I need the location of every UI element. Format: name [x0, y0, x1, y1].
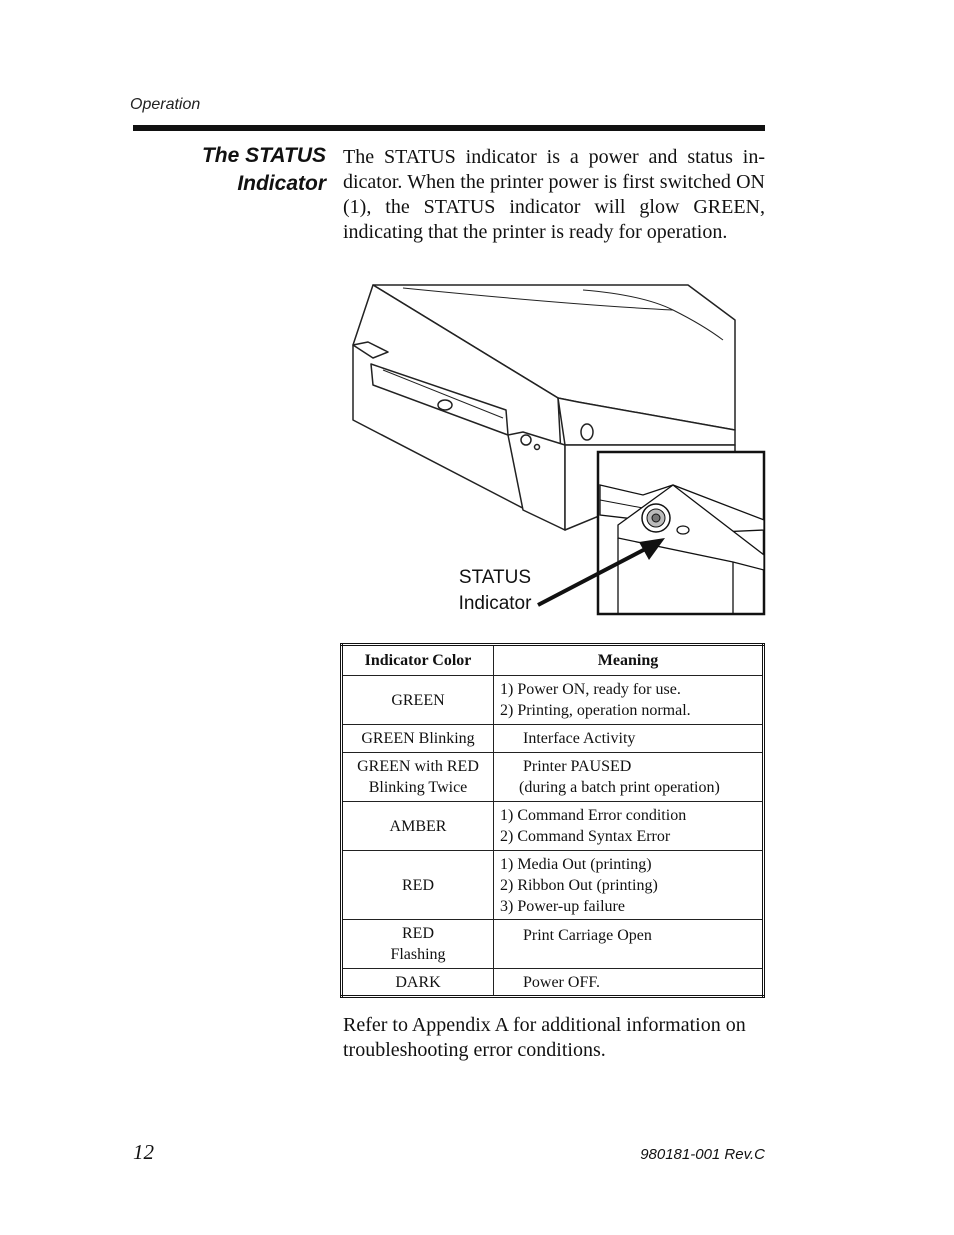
- meaning-line: (during a batch print operation): [519, 779, 720, 796]
- meaning-line: 1) Media Out (printing): [500, 855, 652, 873]
- table-row: [342, 725, 764, 753]
- color-text: AMBER: [389, 817, 447, 835]
- document-id: 980181-001 Rev.C: [640, 1146, 765, 1163]
- color-text: RED: [402, 876, 434, 894]
- row-color: [342, 969, 494, 997]
- row-meaning: [494, 725, 764, 753]
- heading-line-1: The STATUS: [201, 144, 326, 167]
- status-indicator-callout: [440, 565, 550, 617]
- color-text: GREEN with RED: [357, 758, 479, 775]
- row-color: [342, 802, 494, 851]
- status-table: [340, 643, 765, 998]
- callout-line-1: STATUS: [458, 567, 532, 588]
- table-row: [342, 851, 764, 920]
- printer-drawing: [343, 280, 768, 620]
- section-heading: [150, 142, 326, 198]
- table-row: [342, 920, 764, 969]
- row-meaning: [494, 920, 764, 969]
- meaning-line: 2) Command Syntax Error: [500, 828, 671, 845]
- meaning-line: Power OFF.: [523, 973, 600, 991]
- row-color: [342, 851, 494, 920]
- table-row: [342, 753, 764, 802]
- section-label: Operation: [130, 96, 201, 113]
- header-rule: [133, 125, 765, 131]
- heading-line-2: Indicator: [237, 172, 326, 195]
- table-header-row: [342, 645, 764, 676]
- meaning-line: Printer PAUSED: [523, 758, 632, 775]
- color-text: Flashing: [390, 946, 446, 963]
- color-text: DARK: [395, 973, 441, 991]
- color-text: Blinking Twice: [368, 779, 468, 796]
- meaning-line: 2) Ribbon Out (printing): [500, 876, 658, 894]
- color-text: GREEN: [391, 691, 445, 709]
- row-meaning: [494, 676, 764, 725]
- printer-illustration: [343, 280, 768, 620]
- meaning-line: Interface Activity: [523, 730, 636, 747]
- meaning-line: 1) Power ON, ready for use.: [500, 681, 681, 698]
- row-color: [342, 920, 494, 969]
- outro-paragraph: Refer to Appendix A for additional information on troubleshooting error conditions.: [343, 1014, 746, 1061]
- table-row: [342, 676, 764, 725]
- row-meaning: [494, 802, 764, 851]
- row-meaning: [494, 753, 764, 802]
- row-color: [342, 676, 494, 725]
- row-meaning: [494, 851, 764, 920]
- table-row: [342, 802, 764, 851]
- color-text: RED: [402, 925, 434, 942]
- meaning-line: 2) Printing, operation normal.: [500, 702, 691, 719]
- meaning-line: Print Carriage Open: [523, 927, 652, 944]
- meaning-line: 3) Power-up failure: [500, 897, 625, 915]
- color-text: GREEN Blinking: [361, 730, 475, 747]
- header-meaning: Meaning: [494, 645, 764, 676]
- header-indicator-color: Indicator Color: [342, 645, 494, 676]
- meaning-line: 1) Command Error condition: [500, 807, 687, 824]
- table-row: [342, 969, 764, 997]
- page-number: 12: [133, 1140, 154, 1164]
- row-color: [342, 725, 494, 753]
- row-meaning: [494, 969, 764, 997]
- intro-paragraph: The STATUS indicator is a power and status in-dicator. When the printer power is first switched ON (1), the STATUS indicator will glow GREEN, indicating that the printer is ready for operation.: [343, 146, 765, 243]
- row-color: [342, 753, 494, 802]
- callout-line-2: Indicator: [458, 593, 532, 614]
